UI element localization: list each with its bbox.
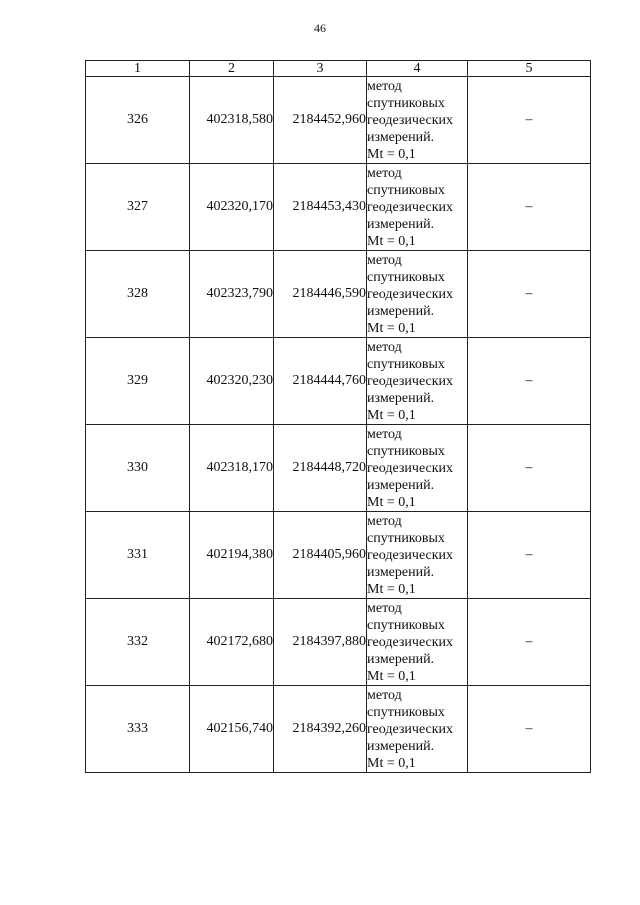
y-coordinate-cell: 2184446,590 [274,251,367,338]
method-cell [367,338,468,425]
method-line: метод [367,600,402,616]
method-line: геодезических [367,634,454,650]
method-line: спутниковых [367,95,445,111]
y-coordinate-cell: 2184452,960 [274,77,367,164]
method-line: геодезических [367,547,454,563]
table-row [86,512,591,599]
table-row [86,77,591,164]
method-line: спутниковых [367,182,445,198]
method-line: спутниковых [367,269,445,285]
point-number-cell: 328 [86,251,190,338]
method-cell [367,251,468,338]
method-line: измерений. [367,303,435,319]
method-line: измерений. [367,564,435,580]
x-coordinate-cell: 402318,170 [190,425,274,512]
method-line: измерений. [367,477,435,493]
column-header-5: 5 [468,61,591,77]
method-line: геодезических [367,460,454,476]
y-coordinate-cell: 2184405,960 [274,512,367,599]
x-coordinate-cell: 402320,230 [190,338,274,425]
method-line: Mt = 0,1 [367,668,416,684]
x-coordinate-cell: 402194,380 [190,512,274,599]
point-number-cell: 332 [86,599,190,686]
x-coordinate-cell: 402320,170 [190,164,274,251]
method-line: измерений. [367,390,435,406]
method-cell [367,77,468,164]
note-cell: – [468,599,591,686]
note-cell: – [468,77,591,164]
method-line: Mt = 0,1 [367,233,416,249]
method-cell [367,425,468,512]
method-line: метод [367,78,402,94]
table-row [86,599,591,686]
point-number-cell: 330 [86,425,190,512]
y-coordinate-cell: 2184392,260 [274,686,367,773]
table-row [86,338,591,425]
table-row [86,686,591,773]
table-row [86,251,591,338]
method-line: измерений. [367,216,435,232]
note-cell: – [468,425,591,512]
method-line: спутниковых [367,443,445,459]
method-line: спутниковых [367,356,445,372]
point-number-cell: 326 [86,77,190,164]
method-line: измерений. [367,129,435,145]
x-coordinate-cell: 402323,790 [190,251,274,338]
method-line: геодезических [367,286,454,302]
point-number-cell: 333 [86,686,190,773]
point-number-cell: 329 [86,338,190,425]
method-cell [367,686,468,773]
method-line: Mt = 0,1 [367,407,416,423]
x-coordinate-cell: 402318,580 [190,77,274,164]
method-cell [367,164,468,251]
method-line: метод [367,339,402,355]
header-row [86,61,591,77]
y-coordinate-cell: 2184444,760 [274,338,367,425]
method-line: Mt = 0,1 [367,146,416,162]
method-line: метод [367,165,402,181]
method-line: геодезических [367,112,454,128]
column-header-1: 1 [86,61,190,77]
coordinates-table [85,60,591,773]
method-line: геодезических [367,199,454,215]
y-coordinate-cell: 2184448,720 [274,425,367,512]
note-cell: – [468,164,591,251]
method-line: Mt = 0,1 [367,494,416,510]
note-cell: – [468,338,591,425]
method-line: геодезических [367,373,454,389]
column-header-2: 2 [190,61,274,77]
column-header-3: 3 [274,61,367,77]
y-coordinate-cell: 2184397,880 [274,599,367,686]
method-line: геодезических [367,721,454,737]
column-header-4: 4 [367,61,468,77]
note-cell: – [468,512,591,599]
method-line: спутниковых [367,617,445,633]
point-number-cell: 327 [86,164,190,251]
method-line: спутниковых [367,704,445,720]
method-line: измерений. [367,651,435,667]
page-number: 46 [314,21,326,35]
method-line: спутниковых [367,530,445,546]
table-body [86,77,591,773]
x-coordinate-cell: 402156,740 [190,686,274,773]
table-row [86,425,591,512]
method-cell [367,599,468,686]
method-line: метод [367,426,402,442]
note-cell: – [468,251,591,338]
table-header [86,61,591,77]
note-cell: – [468,686,591,773]
method-line: Mt = 0,1 [367,320,416,336]
method-cell [367,512,468,599]
method-line: Mt = 0,1 [367,581,416,597]
method-line: Mt = 0,1 [367,755,416,771]
x-coordinate-cell: 402172,680 [190,599,274,686]
method-line: метод [367,513,402,529]
method-line: метод [367,252,402,268]
method-line: метод [367,687,402,703]
method-line: измерений. [367,738,435,754]
y-coordinate-cell: 2184453,430 [274,164,367,251]
table-row [86,164,591,251]
point-number-cell: 331 [86,512,190,599]
